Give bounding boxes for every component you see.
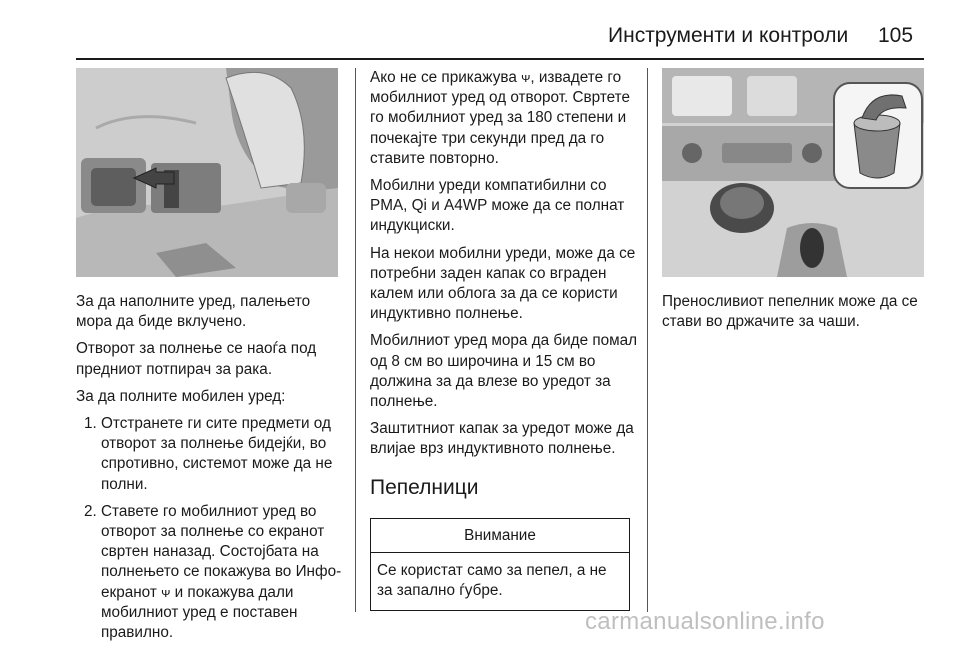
phone-charging-icon: ᴪ: [521, 70, 531, 85]
text-fragment: , извадете го мобилниот уред од отворот. Свртете го мобилниот уред за 180 степени и почекајте три секунди пред да го ставите повторно.: [370, 69, 631, 167]
column-divider: [647, 68, 648, 612]
text-fragment: Ако не се прикажува: [370, 69, 517, 86]
header-rule: [76, 58, 924, 60]
paragraph: Заштитниот капак за уредот може да влијае врз индуктивното полнење.: [370, 420, 634, 458]
column-3-text: [662, 292, 924, 339]
paragraph: Мобилниот уред мора да биде помал од 8 см во широчина и 15 см во должина за да влезе во уредот за полнење.: [370, 332, 638, 411]
figure-caption: Преносливиот пепелник може да се стави во држачите за чаши.: [662, 293, 918, 331]
column-divider: [355, 68, 356, 612]
warning-title: Внимание: [371, 519, 629, 553]
step-text: Ставете го мобилниот уред во отворот за полнење со екранот свртен наназад. Состојбата на полнењето се покажува во Инфо-екранот: [101, 502, 342, 601]
page-header-title: Инструменти и контроли: [608, 24, 849, 47]
paragraph: Мобилни уреди компатибилни со PMA, Qi и A4WP може да се полнат индукциски.: [370, 177, 625, 235]
list-item: [76, 502, 348, 643]
column-2-text: [370, 68, 638, 611]
step-text: Отстранете ги сите предмети од отворот за полнење бидејќи, во спротивно, системот може да не полни.: [101, 415, 333, 493]
section-heading: Пепелници: [370, 475, 479, 499]
warning-box: [370, 518, 630, 612]
console-illustration: [76, 68, 338, 277]
paragraph: [370, 68, 638, 169]
step-text: и покажува дали мобилниот уред е поставен правилно.: [101, 583, 298, 642]
watermark: carmanualsonline.info: [585, 608, 825, 635]
paragraph: Отворот за полнење се наоѓа под предниот потпирач за рака.: [76, 340, 317, 378]
ashtray-illustration: [662, 68, 924, 277]
paragraph: За да полните мобилен уред:: [76, 387, 286, 405]
step-number: 2.: [84, 502, 97, 520]
phone-charging-icon: ᴪ: [161, 584, 171, 600]
list-item: [76, 414, 348, 495]
column-1-text: [76, 292, 348, 650]
paragraph: За да наполните уред, палењето мора да биде вклучено.: [76, 293, 311, 331]
page-number: 105: [878, 24, 914, 47]
numbered-steps: [76, 414, 348, 643]
paragraph: На некои мобилни уреди, може да се потребни заден капак со вграден калем или облога за да се користи индуктивно полнење.: [370, 244, 636, 323]
warning-body: Се користат само за пепел, а не за запално ѓубре.: [377, 561, 607, 600]
step-number: 1.: [84, 415, 97, 433]
